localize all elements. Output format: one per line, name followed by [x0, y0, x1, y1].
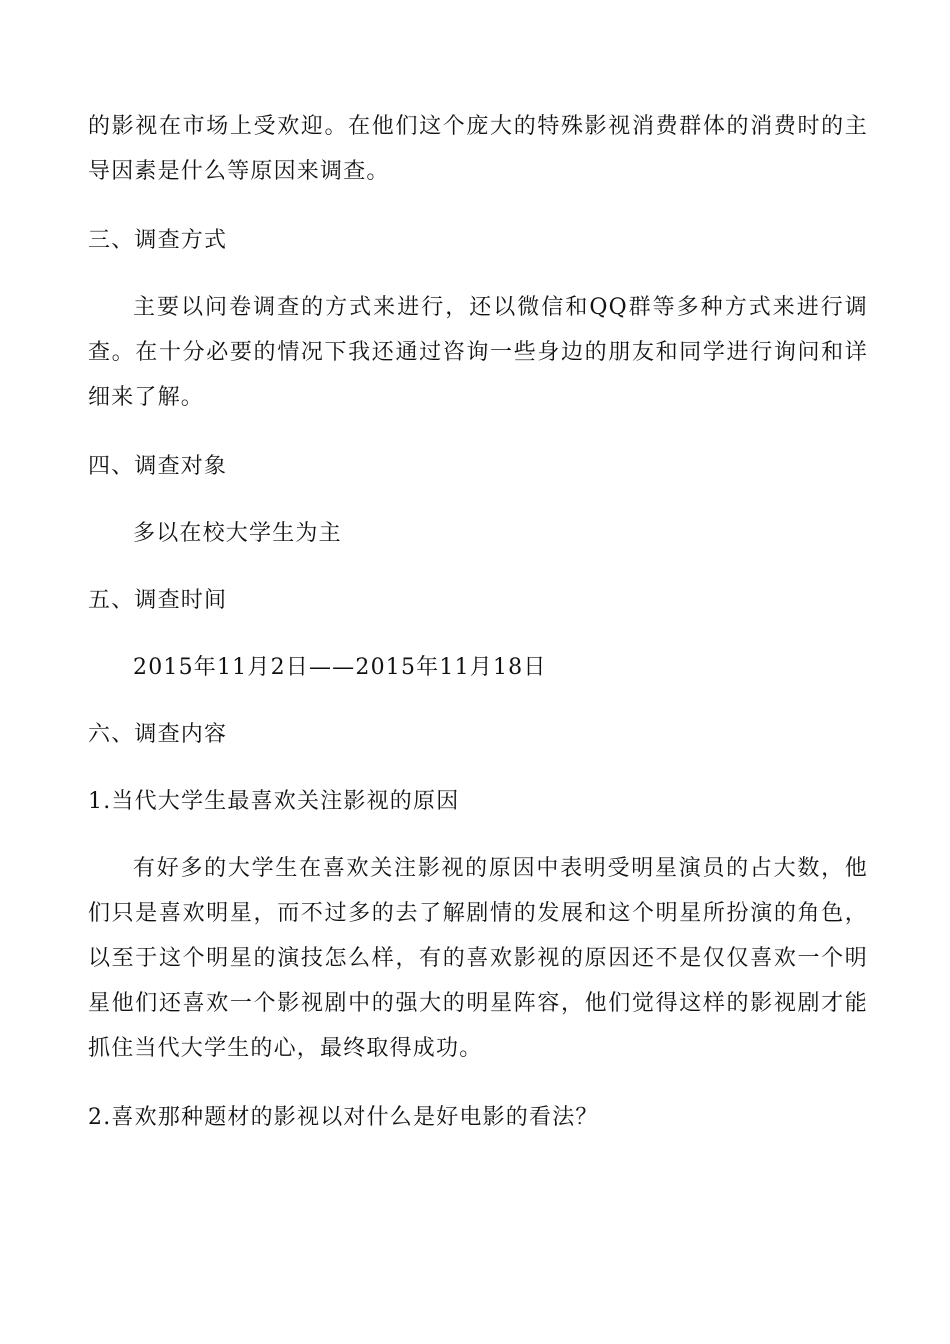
- survey-time-paragraph: 2015年11月2日——2015年11月18日: [133, 655, 547, 680]
- intro-paragraph: 的影视在市场上受欢迎。在他们这个庞大的特殊影视消费群体的消费时的主导因素是什么等原因来调查。: [88, 114, 868, 184]
- content-item-2-title: 2.喜欢那种题材的影视以对什么是好电影的看法？: [88, 1105, 599, 1130]
- section-heading-survey-method: 三、调查方式: [88, 228, 228, 253]
- content-item-1-title: 1.当代大学生最喜欢关注影视的原因: [88, 789, 460, 814]
- section-heading-survey-content: 六、调查内容: [88, 722, 228, 747]
- survey-subject-paragraph: 多以在校大学生为主: [133, 521, 342, 546]
- content-item-1-paragraph: 有好多的大学生在喜欢关注影视的原因中表明受明星演员的占大数，他们只是喜欢明星，而不过多的去了解剧情的发展和这个明星所扮演的角色，以至于这个明星的演技怎么样，有的喜欢影视的原因还不是仅仅喜欢一个明星他们还喜欢一个影视剧中的强大的明星阵容，他们觉得这样的影视剧才能抓住当代大学生的心，最终取得成功。: [88, 856, 868, 1061]
- section-heading-survey-time: 五、调查时间: [88, 588, 228, 613]
- section-heading-survey-subject: 四、调查对象: [88, 454, 228, 479]
- survey-method-paragraph: 主要以问卷调查的方式来进行，还以微信和QQ群等多种方式来进行调查。在十分必要的情况下我还通过咨询一些身边的朋友和同学进行询问和详细来了解。: [88, 295, 868, 410]
- document-body: [88, 104, 868, 1140]
